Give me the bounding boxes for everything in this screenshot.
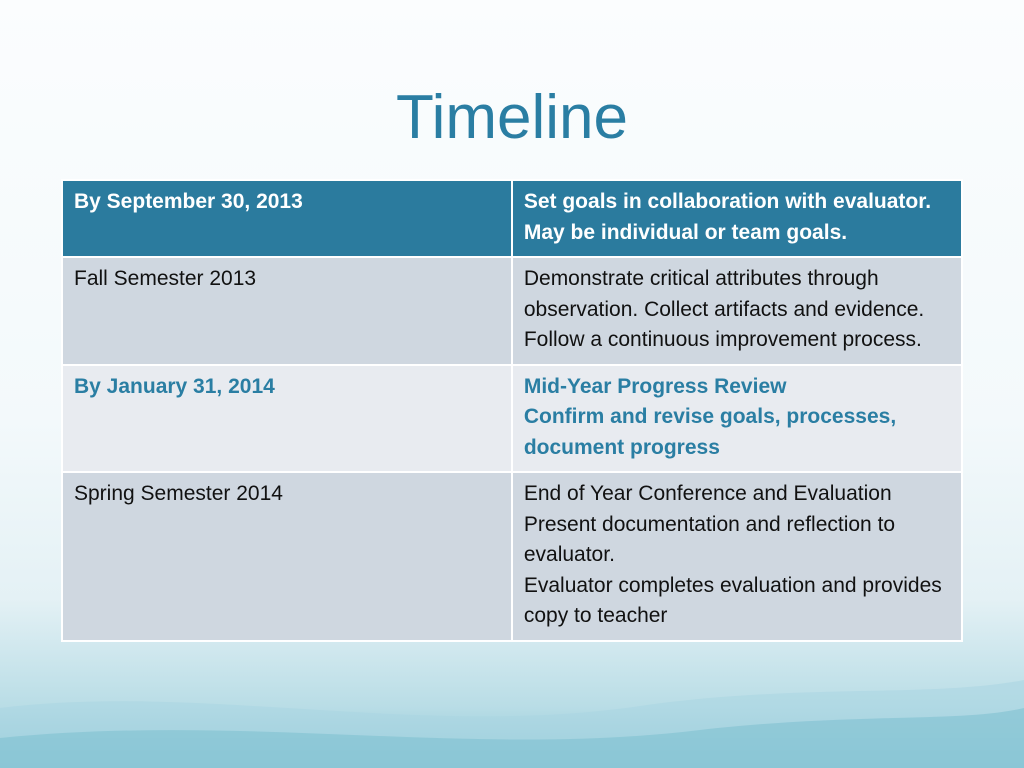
task-line: Demonstrate critical attributes through observation. Collect artifacts and evidence. Follow a continuous improvement process. [523, 267, 925, 351]
timeline-table [61, 179, 963, 642]
timeline-task-cell [512, 257, 962, 365]
task-line: Present documentation and reflection to evaluator. [523, 512, 896, 566]
task-line: Evaluator completes evaluation and provides copy to teacher [523, 573, 942, 627]
timeline-task-cell [512, 365, 962, 473]
table-row [62, 257, 962, 365]
timeline-date-cell: By September 30, 2013 [62, 180, 512, 257]
task-line: End of Year Conference and Evaluation [523, 482, 892, 505]
slide-title: Timeline [396, 83, 628, 152]
timeline-task-cell [512, 180, 962, 257]
timeline-date-cell: By January 31, 2014 [62, 365, 512, 473]
table-row [62, 180, 962, 257]
table-row [62, 365, 962, 473]
timeline-task-cell [512, 472, 962, 641]
task-line: Mid-Year Progress Review [523, 374, 787, 398]
table-row [62, 472, 962, 641]
task-line: Set goals in collaboration with evaluator. May be individual or team goals. [523, 190, 932, 244]
task-line: Confirm and revise goals, processes, document progress [523, 405, 897, 459]
timeline-date-cell: Spring Semester 2014 [62, 472, 512, 641]
timeline-date-cell: Fall Semester 2013 [62, 257, 512, 365]
